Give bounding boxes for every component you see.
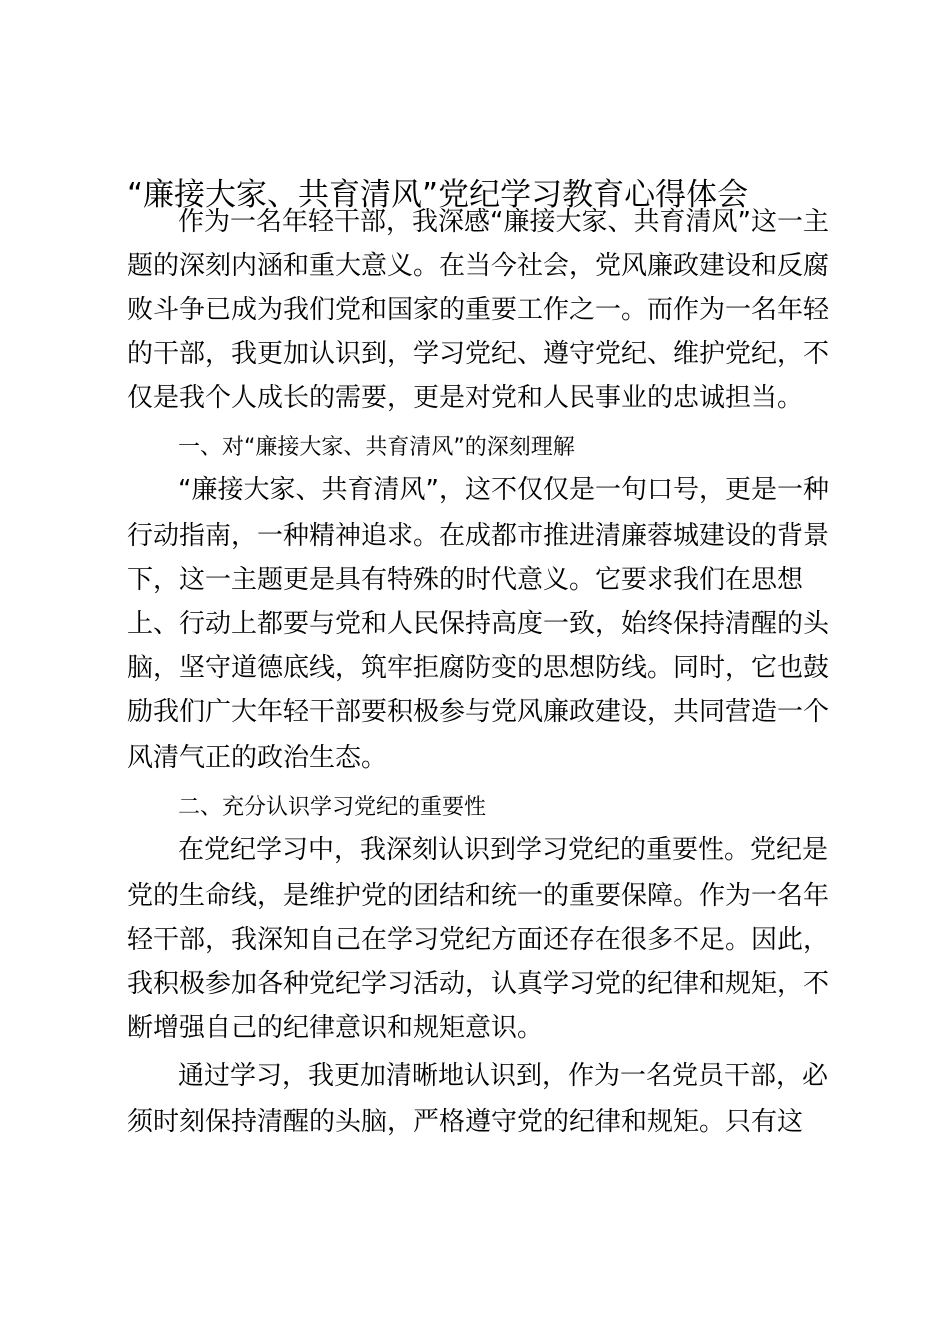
paragraph-line: 行动指南，一种精神追求。在成都市推进清廉蓉城建设的背景 [127, 521, 830, 551]
paragraph-line: 须时刻保持清醒的头脑，严格遵守党的纪律和规矩。只有这 [127, 1107, 804, 1137]
paragraph-line: 党的生命线，是维护党的团结和统一的重要保障。作为一名年 [127, 881, 830, 911]
paragraph-line: 轻干部，我深知自己在学习党纪方面还存在很多不足。因此， [127, 925, 830, 955]
paragraph-line: 的干部，我更加认识到，学习党纪、遵守党纪、维护党纪，不 [127, 339, 830, 369]
paragraph-line: 败斗争已成为我们党和国家的重要工作之一。而作为一名年轻 [127, 295, 830, 325]
paragraph-line: 我积极参加各种党纪学习活动，认真学习党的纪律和规矩，不 [127, 969, 830, 999]
paragraph-line: 下，这一主题更是具有特殊的时代意义。它要求我们在思想 [127, 565, 804, 595]
paragraph-line: 题的深刻内涵和重大意义。在当今社会，党风廉政建设和反腐 [127, 251, 830, 281]
section-heading: 二、充分认识学习党纪的重要性 [178, 795, 487, 820]
paragraph-line: 在党纪学习中，我深刻认识到学习党纪的重要性。党纪是 [178, 835, 829, 865]
paragraph-line: 上、行动上都要与党和人民保持高度一致，始终保持清醒的头 [127, 609, 830, 639]
paragraph-line: “廉接大家、共育清风”，这不仅仅是一句口号，更是一种 [178, 475, 829, 505]
paragraph-line: 脑，坚守道德底线，筑牢拒腐防变的思想防线。同时，它也鼓 [127, 653, 830, 683]
paragraph-line: 风清气正的政治生态。 [127, 743, 388, 773]
paragraph-line: 作为一名年轻干部，我深感“廉接大家、共育清风”这一主 [178, 207, 829, 237]
paragraph-line: 励我们广大年轻干部要积极参与党风廉政建设，共同营造一个 [127, 697, 830, 727]
paragraph-line: 通过学习，我更加清晰地认识到，作为一名党员干部，必 [178, 1061, 829, 1091]
document-title: “廉接大家、共育清风”党纪学习教育心得体会 [127, 177, 749, 213]
paragraph-line: 断增强自己的纪律意识和规矩意识。 [127, 1013, 544, 1043]
section-heading: 一、对“廉接大家、共育清风”的深刻理解 [178, 435, 575, 460]
paragraph-line: 仅是我个人成长的需要，更是对党和人民事业的忠诚担当。 [127, 383, 804, 413]
